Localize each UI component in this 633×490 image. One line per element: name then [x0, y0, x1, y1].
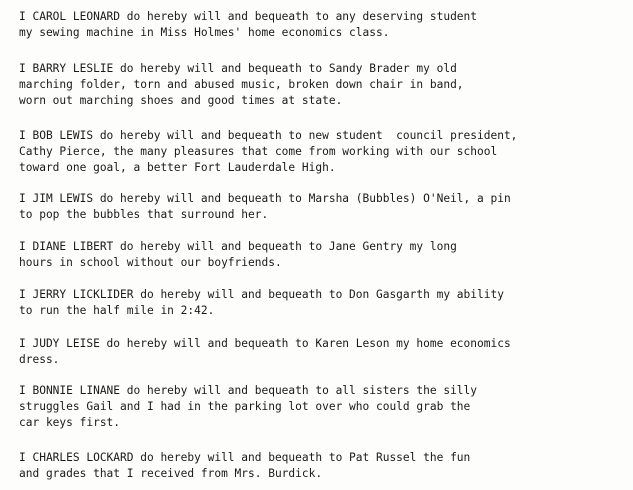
text-line: I JIM LEWIS do hereby will and bequeath to Marsha (Bubbles) O'Neil, a pin [19, 192, 511, 205]
text-line: I BONNIE LINANE do hereby will and bequeath to all sisters the silly [19, 384, 478, 397]
text-line: I JERRY LICKLIDER do hereby will and bequeath to Don Gasgarth my ability [19, 288, 504, 301]
text-line: I CAROL LEONARD do hereby will and bequeath to any deserving student [19, 10, 478, 23]
text-line: to pop the bubbles that surround her. [19, 208, 269, 221]
text-line: I JUDY LEISE do hereby will and bequeath to Karen Leson my home economics [19, 337, 511, 350]
text-line: to run the half mile in 2:42. [19, 304, 215, 317]
text-line: Cathy Pierce, the many pleasures that come from working with our school [19, 145, 498, 158]
text-line: hours in school without our boyfriends. [19, 256, 282, 269]
text-line: and grades that I received from Mrs. Burdick. [19, 467, 323, 480]
text-line: I DIANE LIBERT do hereby will and bequeath to Jane Gentry my long [19, 240, 457, 253]
text-line: car keys first. [19, 416, 121, 429]
text-line: marching folder, torn and abused music, broken down chair in band, [19, 78, 464, 91]
text-line: I CHARLES LOCKARD do hereby will and bequeath to Pat Russel the fun [19, 451, 471, 464]
text-line: struggles Gail and I had in the parking lot over who could grab the [19, 400, 471, 413]
text-line: my sewing machine in Miss Holmes' home economics class. [19, 26, 390, 39]
text-line: I BARRY LESLIE do hereby will and bequeath to Sandy Brader my old [19, 62, 457, 75]
text-line: worn out marching shoes and good times at state. [19, 94, 343, 107]
text-line: dress. [19, 353, 60, 366]
text-line: toward one goal, a better Fort Lauderdale High. [19, 161, 336, 174]
text-line: I BOB LEWIS do hereby will and bequeath to new student council president, [19, 129, 518, 142]
